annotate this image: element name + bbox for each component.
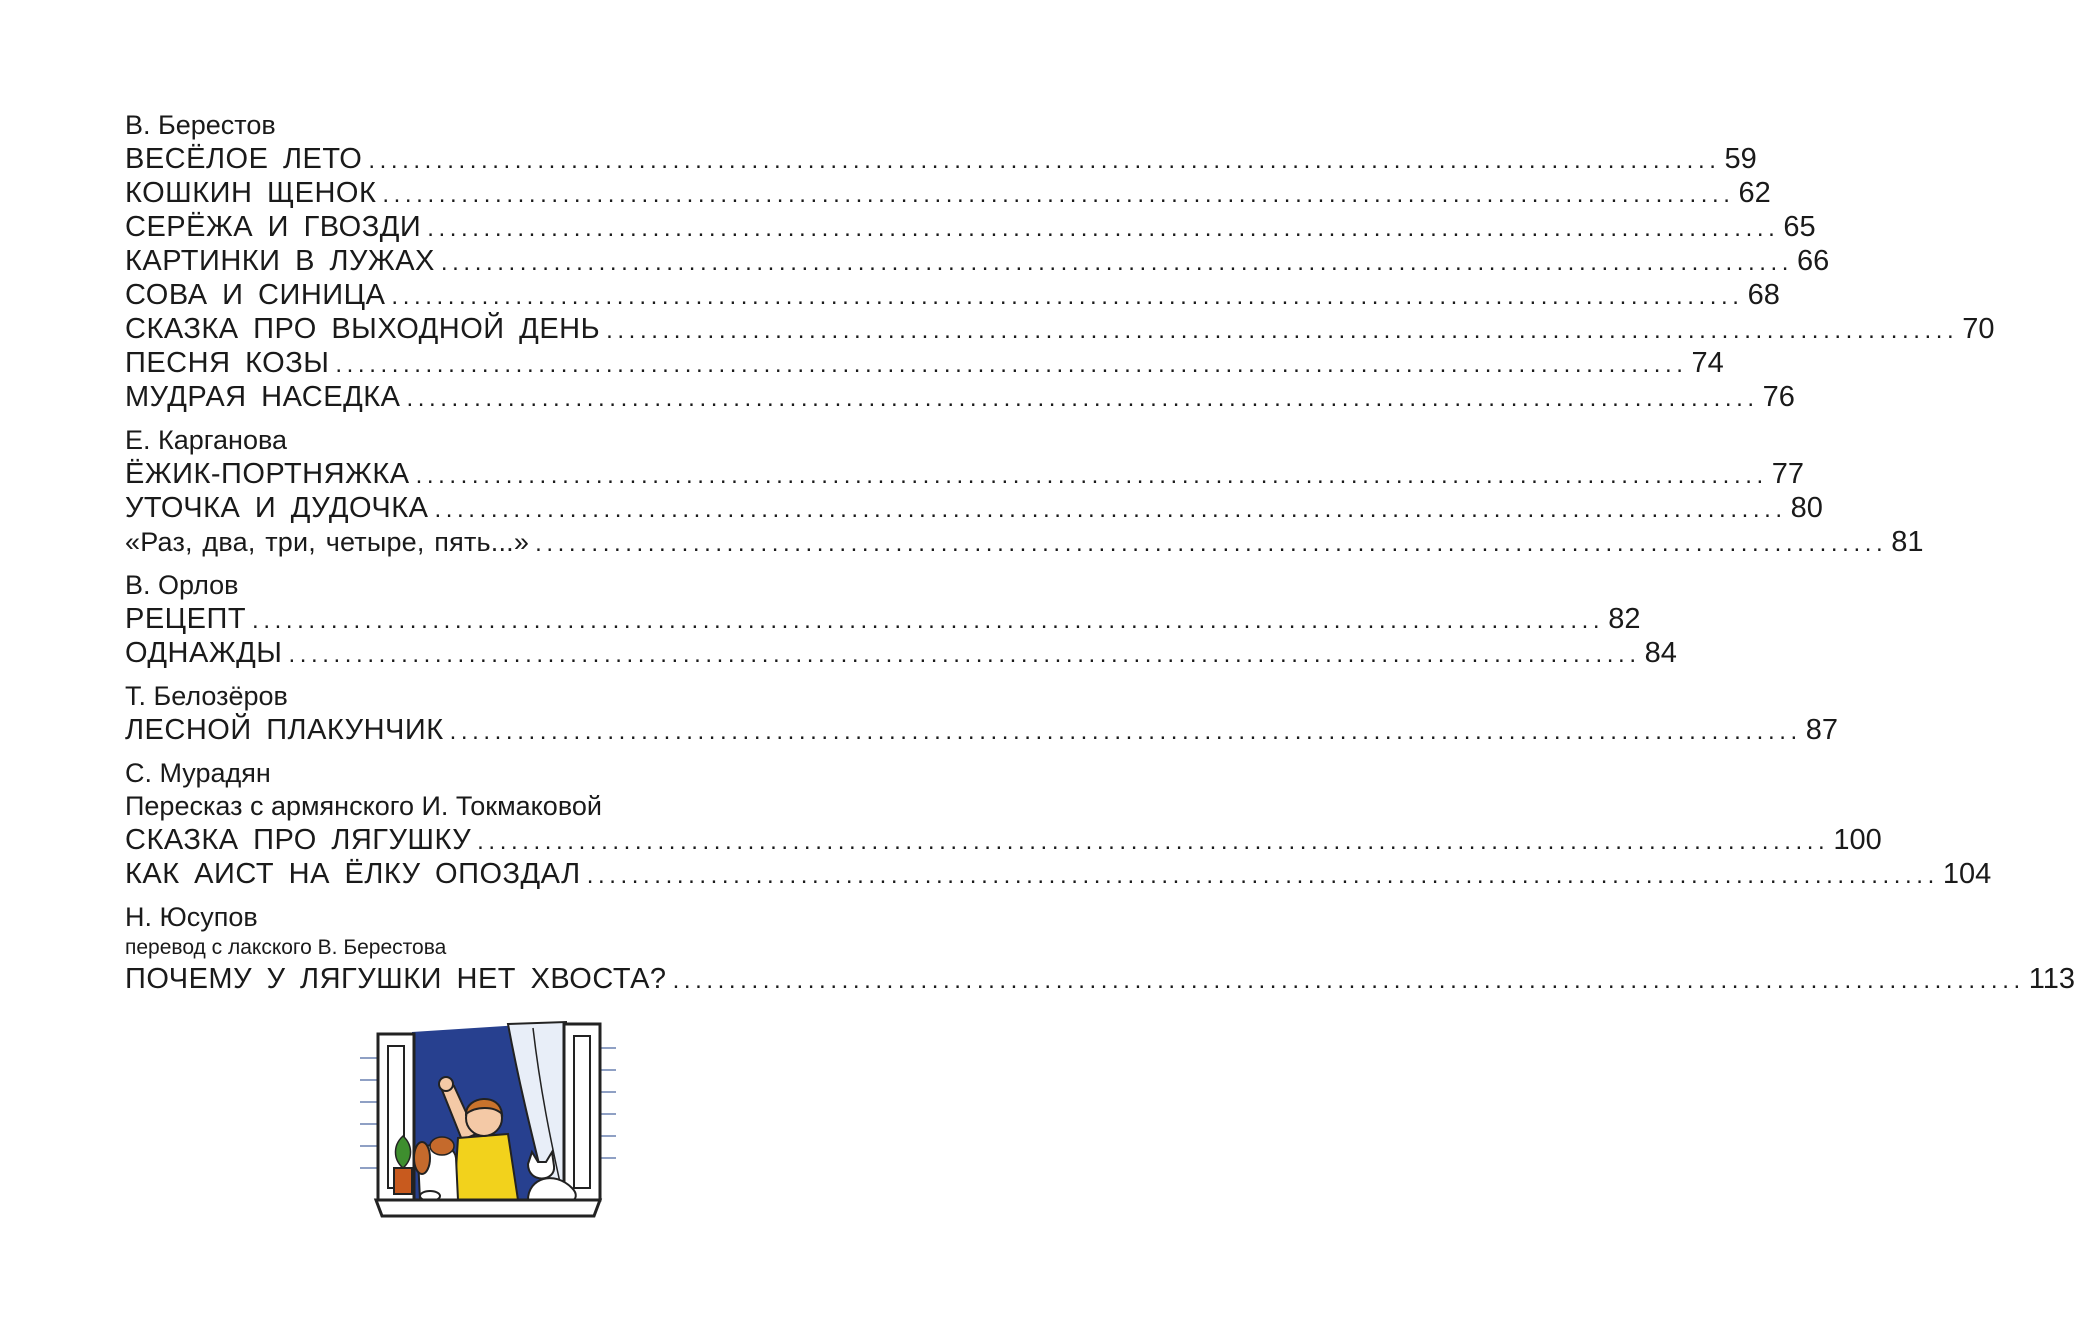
page-number: 59 <box>1724 143 1757 175</box>
toc-entry[interactable] <box>125 176 1771 210</box>
dog-icon <box>414 1137 458 1201</box>
entry-title: КАК АИСТ НА ЁЛКУ ОПОЗДАЛ <box>125 858 581 890</box>
toc-entry[interactable] <box>125 491 1823 525</box>
entry-title: СОВА И СИНИЦА <box>125 279 386 311</box>
entry-title: ЁЖИК-ПОРТНЯЖКА <box>125 458 410 490</box>
window-frame-right <box>564 1024 600 1200</box>
dot-leader: ........................................................................................................................ <box>406 385 1759 412</box>
boy-hand <box>439 1077 453 1091</box>
author-name: С. Мурадян <box>125 758 271 788</box>
page-number: 87 <box>1805 714 1839 746</box>
dot-leader: ........................................................................................................................ <box>477 828 1830 855</box>
page-number: 65 <box>1783 211 1816 243</box>
page-number: 66 <box>1797 245 1830 277</box>
toc-entry[interactable] <box>125 312 1995 346</box>
page-number: 70 <box>1962 313 1995 345</box>
toc-entry[interactable] <box>125 244 1830 278</box>
toc-group-belozerov <box>125 679 1839 747</box>
dot-leader: ........................................................................................................................ <box>427 215 1780 242</box>
toc-entry[interactable] <box>125 636 1677 670</box>
entry-title: МУДРАЯ НАСЕДКА <box>125 381 401 413</box>
page-number: 74 <box>1691 347 1724 379</box>
page-number: 80 <box>1790 492 1823 524</box>
window-sill <box>376 1200 600 1216</box>
toc-entry[interactable] <box>125 602 1641 636</box>
entry-title: ОДНАЖДЫ <box>125 637 283 669</box>
toc-entry[interactable] <box>125 278 1780 312</box>
author-name: Т. Белозёров <box>125 681 288 711</box>
entry-title: ПОЧЕМУ У ЛЯГУШКИ НЕТ ХВОСТА? <box>125 963 667 995</box>
entry-title: КОШКИН ЩЕНОК <box>125 177 377 209</box>
dot-leader: ........................................................................................................................ <box>672 967 2025 994</box>
dot-leader: ........................................................................................................................ <box>252 607 1605 634</box>
dot-leader: ........................................................................................................................ <box>368 147 1721 174</box>
entry-title: УТОЧКА И ДУДОЧКА <box>125 492 429 524</box>
entry-title: РЕЦЕПТ <box>125 603 247 635</box>
dot-leader: ........................................................................................................................ <box>440 249 1794 276</box>
entry-title: ЛЕСНОЙ ПЛАКУНЧИК <box>125 714 444 746</box>
toc-entry[interactable] <box>125 210 1816 244</box>
entry-title: КАРТИНКИ В ЛУЖАХ <box>125 245 435 277</box>
entry-title: СЕРЁЖА И ГВОЗДИ <box>125 211 422 243</box>
window-boy-dog-cat-illustration <box>358 1018 618 1228</box>
translator-note: перевод с лакского В. Берестова <box>125 936 447 959</box>
dot-leader: ........................................................................................................................ <box>415 462 1768 489</box>
toc-group-yusupov <box>125 900 2075 996</box>
entry-title: «Раз, два, три, четыре, пять...» <box>125 527 530 557</box>
page-number: 113 <box>2028 963 2075 995</box>
dot-leader: ........................................................................................................................ <box>335 351 1688 378</box>
toc-entry[interactable] <box>125 142 1757 176</box>
toc-entry[interactable] <box>125 346 1724 380</box>
boy-shirt <box>454 1134 518 1200</box>
dot-leader: ........................................................................................................................ <box>434 496 1787 523</box>
page-number: 82 <box>1608 603 1641 635</box>
author-name: В. Берестов <box>125 110 276 140</box>
dot-leader: ........................................................................................................................ <box>382 181 1735 208</box>
dot-leader: ........................................................................................................................ <box>391 283 1744 310</box>
page-number: 68 <box>1747 279 1780 311</box>
entry-title: ПЕСНЯ КОЗЫ <box>125 347 330 379</box>
page-number: 100 <box>1833 824 1882 856</box>
toc-entry[interactable] <box>125 962 2075 996</box>
toc-entry[interactable] <box>125 823 1882 857</box>
page-number: 76 <box>1762 381 1795 413</box>
toc-entry[interactable] <box>125 457 1805 491</box>
dot-leader: ........................................................................................................................ <box>535 530 1888 557</box>
toc-entry[interactable] <box>125 857 1992 891</box>
dog-head-patch <box>430 1137 454 1155</box>
dot-leader: ........................................................................................................................ <box>586 862 1939 889</box>
page-number: 81 <box>1891 526 1924 558</box>
dot-leader: ........................................................................................................................ <box>449 718 1802 745</box>
author-name: Е. Карганова <box>125 425 288 455</box>
dog-ear <box>414 1142 430 1174</box>
table-of-contents <box>125 108 2075 996</box>
toc-entry[interactable] <box>125 525 1924 559</box>
toc-entry[interactable] <box>125 713 1839 747</box>
dot-leader: ........................................................................................................................ <box>606 317 1959 344</box>
toc-group-muradyan <box>125 756 1992 891</box>
page-number: 84 <box>1644 637 1677 669</box>
translator-note: Пересказ с армянского И. Токмаковой <box>125 791 602 821</box>
author-name: Н. Юсупов <box>125 902 258 932</box>
entry-title: СКАЗКА ПРО ВЫХОДНОЙ ДЕНЬ <box>125 313 601 345</box>
entry-title: ВЕСЁЛОЕ ЛЕТО <box>125 143 363 175</box>
toc-group-orlov <box>125 568 1677 670</box>
author-name: В. Орлов <box>125 570 239 600</box>
dot-leader: ........................................................................................................................ <box>288 641 1641 668</box>
entry-title: СКАЗКА ПРО ЛЯГУШКУ <box>125 824 472 856</box>
toc-group-berestov <box>125 108 1995 414</box>
toc-group-karganova <box>125 423 1924 559</box>
page-number: 104 <box>1942 858 1992 890</box>
page-number: 77 <box>1771 458 1805 490</box>
toc-entry[interactable] <box>125 380 1795 414</box>
plant-pot <box>394 1168 412 1194</box>
page-number: 62 <box>1738 177 1771 209</box>
